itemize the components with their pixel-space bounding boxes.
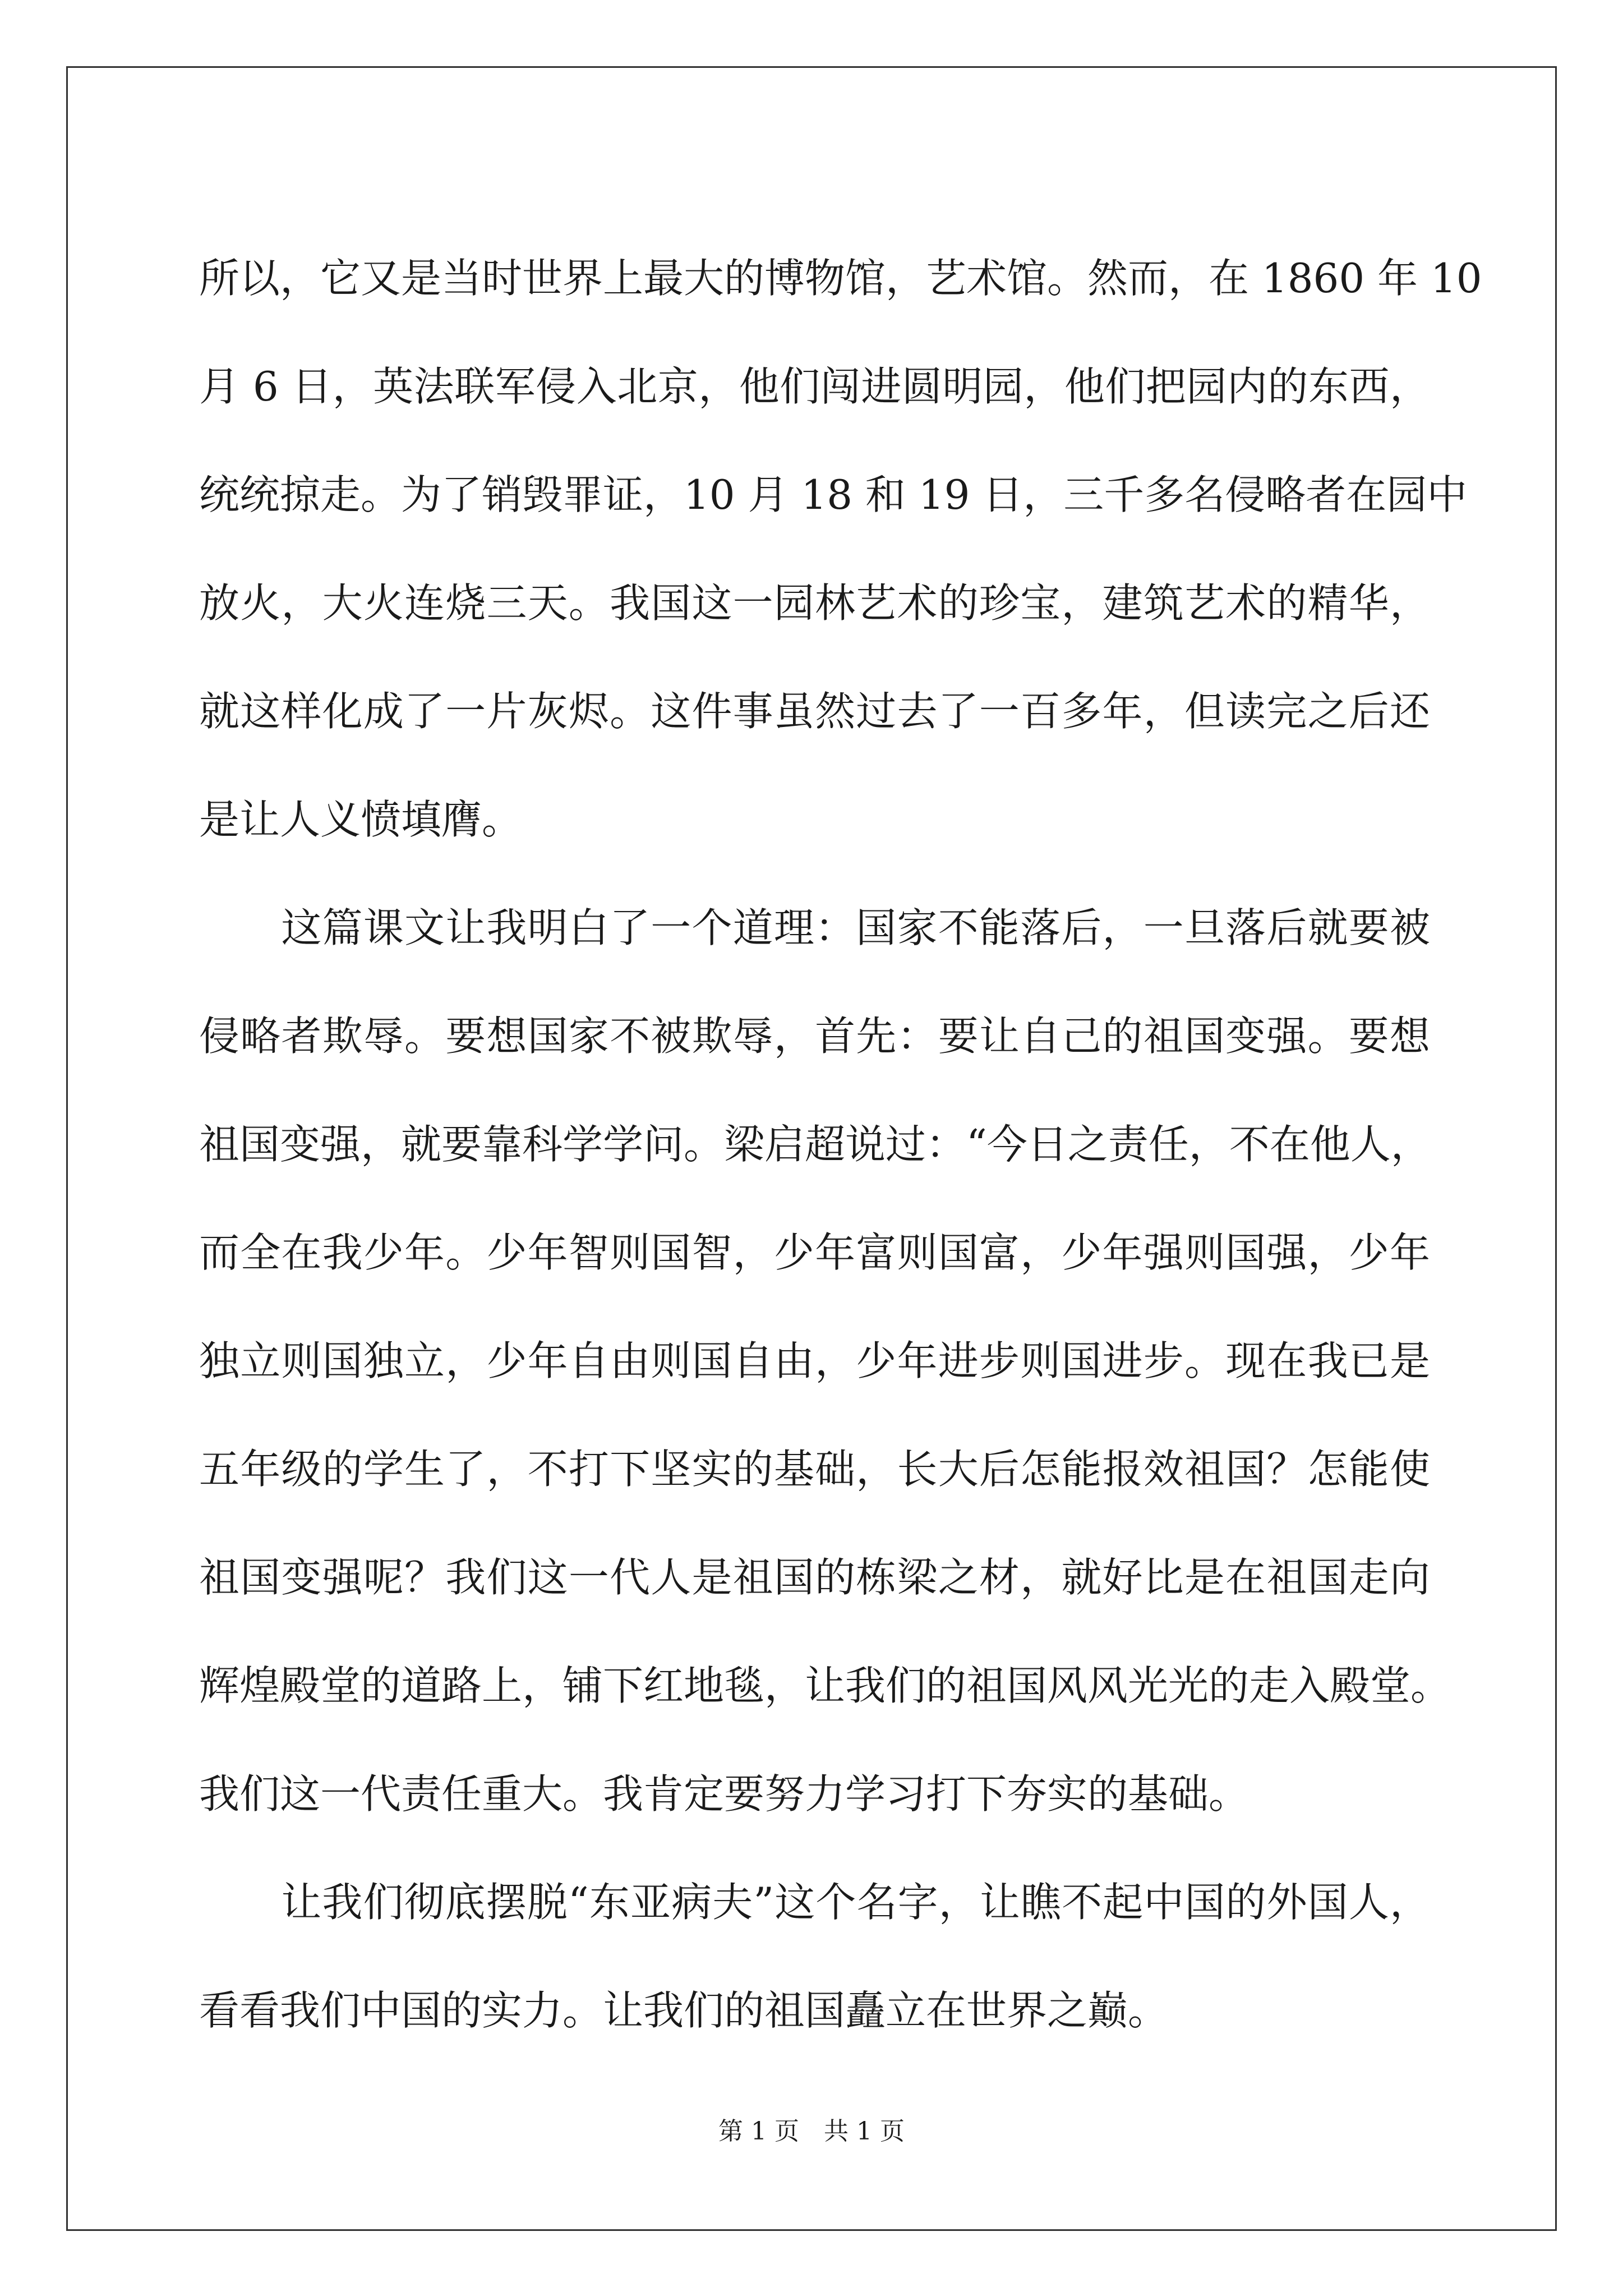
text-line: 看看我们中国的实力。让我们的祖国矗立在世界之巅。 [199,1987,1169,2034]
text-line: 祖国变强呢？我们这一代人是祖国的栋梁之材，就好比是在祖国走向 [199,1554,1430,1601]
text-line: 月 6 日，英法联军侵入北京，他们闯进圆明园，他们把园内的东西， [199,363,1430,410]
text-line: 放火，大火连烧三天。我国这一园林艺术的珍宝，建筑艺术的精华， [199,579,1430,627]
text-line: 所以，它又是当时世界上最大的博物馆，艺术馆。然而，在 1860 年 10 [199,255,1482,302]
text-line: 五年级的学生了，不打下坚实的基础，长大后怎能报效祖国？怎能使 [199,1446,1430,1493]
text-line: 辉煌殿堂的道路上，铺下红地毯，让我们的祖国风风光光的走入殿堂。 [199,1662,1451,1709]
text-line: 侵略者欺辱。要想国家不被欺辱，首先：要让自己的祖国变强。要想 [199,1013,1430,1060]
document-body [199,224,1482,2065]
text-line: 让我们彻底摆脱“东亚病夫”这个名字，让瞧不起中国的外国人， [199,1879,1430,1926]
text-line: 而全在我少年。少年智则国智，少年富则国富，少年强则国强，少年 [199,1229,1430,1276]
text-line: 我们这一代责任重大。我肯定要努力学习打下夯实的基础。 [199,1770,1249,1818]
page-number-label: 第 1 页 共 1 页 [718,2117,905,2146]
text-line: 就这样化成了一片灰烬。这件事虽然过去了一百多年，但读完之后还 [199,688,1430,735]
text-line: 独立则国独立，少年自由则国自由，少年进步则国进步。现在我已是 [199,1337,1430,1384]
text-line: 祖国变强，就要靠科学学问。梁启超说过：“今日之责任，不在他人， [199,1121,1431,1168]
text-line: 统统掠走。为了销毁罪证，10 月 18 和 19 日，三千多名侵略者在园中 [199,471,1468,518]
page-footer [0,2115,1623,2148]
text-line: 这篇课文让我明白了一个道理：国家不能落后，一旦落后就要被 [199,904,1430,951]
text-line: 是让人义愤填膺。 [199,796,523,843]
